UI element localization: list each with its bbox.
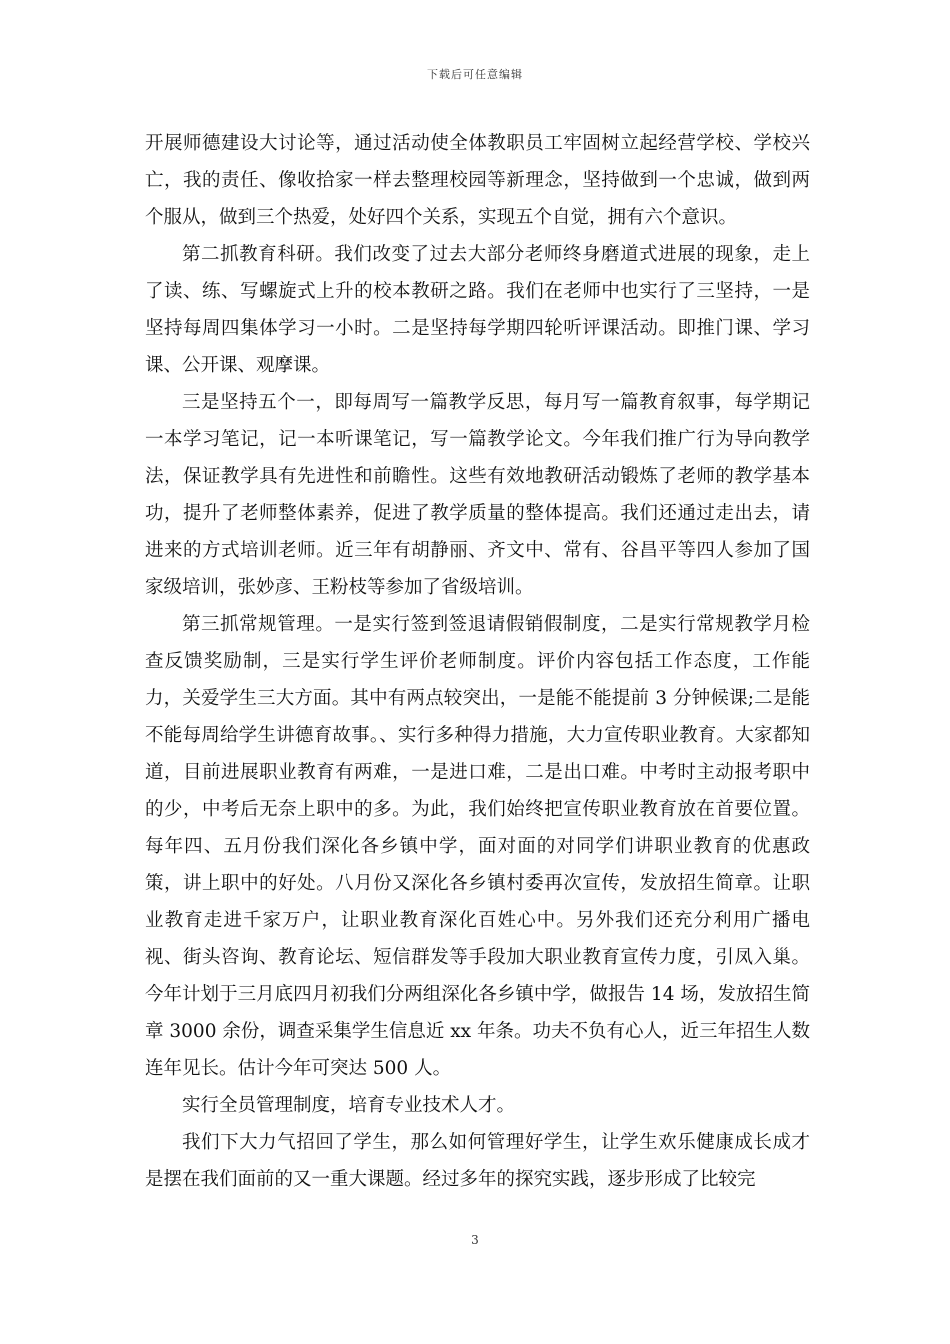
paragraph-5: 实行全员管理制度，培育专业技术人才。 bbox=[182, 1095, 516, 1116]
paragraph-4: 第三抓常规管理。一是实行签到签退请假销假制度，二是实行常规教学月检查反馈奖励制，三是实行学生评价老师制度。评价内容包括工作态度，工作能力，关爱学生三大方面。其中有两点较突出，一是能不能提前 3 分钟候课;二是能不能每周给学生讲德育故事。、实行多种得力措施，大力宣传职业教育。大家都知道，目前进展职业教育有两难，一是进口难，二是出口难。中考时主动报考职中的少，中考后无奈上职中的多。为此，我们始终把宣传职业教育放在首要位置。每年四、五月份我们深化各乡镇中学，面对面的对同学们讲职业教育的优惠政策，讲上职中的好处。八月份又深化各乡镇村委再次宣传，发放招生简章。让职业教育走进千家万户，让职业教育深化百姓心中。另外我们还充分利用广播电视、街头咨询、教育论坛、短信群发等手段加大职业教育宣传力度，引凤入巢。今年计划于三月底四月初我们分两组深化各乡镇中学，做报告 14 场，发放招生简章 3000 余份，调查采集学生信息近 xx 年条。功夫不负有心人，近三年招生人数连年见长。估计今年可突达 500 人。 bbox=[145, 614, 810, 1079]
page-number: 3 bbox=[471, 1233, 479, 1247]
paragraph-6: 我们下大力气招回了学生，那么如何管理好学生，让学生欢乐健康成长成才是摆在我们面前的又一重大课题。经过多年的探究实践，逐步形成了比较完 bbox=[145, 1132, 810, 1190]
document-body bbox=[145, 125, 810, 1198]
paragraph-1: 开展师德建设大讨论等，通过活动使全体教职员工牢固树立起经营学校、学校兴亡，我的责任、像收拾家一样去整理校园等新理念，坚持做到一个忠诚，做到两个服从，做到三个热爱，处好四个关系，实现五个自觉，拥有六个意识。 bbox=[145, 133, 810, 228]
paragraph-2: 第二抓教育科研。我们改变了过去大部分老师终身磨道式进展的现象，走上了读、练、写螺旋式上升的校本教研之路。我们在老师中也实行了三坚持，一是坚持每周四集体学习一小时。二是坚持每学期四轮听评课活动。即推门课、学习课、公开课、观摩课。 bbox=[145, 244, 810, 376]
paragraph-3: 三是坚持五个一，即每周写一篇教学反思，每月写一篇教育叙事，每学期记一本学习笔记，记一本听课笔记，写一篇教学论文。今年我们推广行为导向教学法，保证教学具有先进性和前瞻性。这些有效地教研活动锻炼了老师的教学基本功，提升了老师整体素养，促进了教学质量的整体提高。我们还通过走出去，请进来的方式培训老师。近三年有胡静丽、齐文中、常有、谷昌平等四人参加了国家级培训，张妙彦、王粉枝等参加了省级培训。 bbox=[145, 392, 810, 598]
page-header: 下载后可任意编辑 bbox=[427, 68, 523, 81]
